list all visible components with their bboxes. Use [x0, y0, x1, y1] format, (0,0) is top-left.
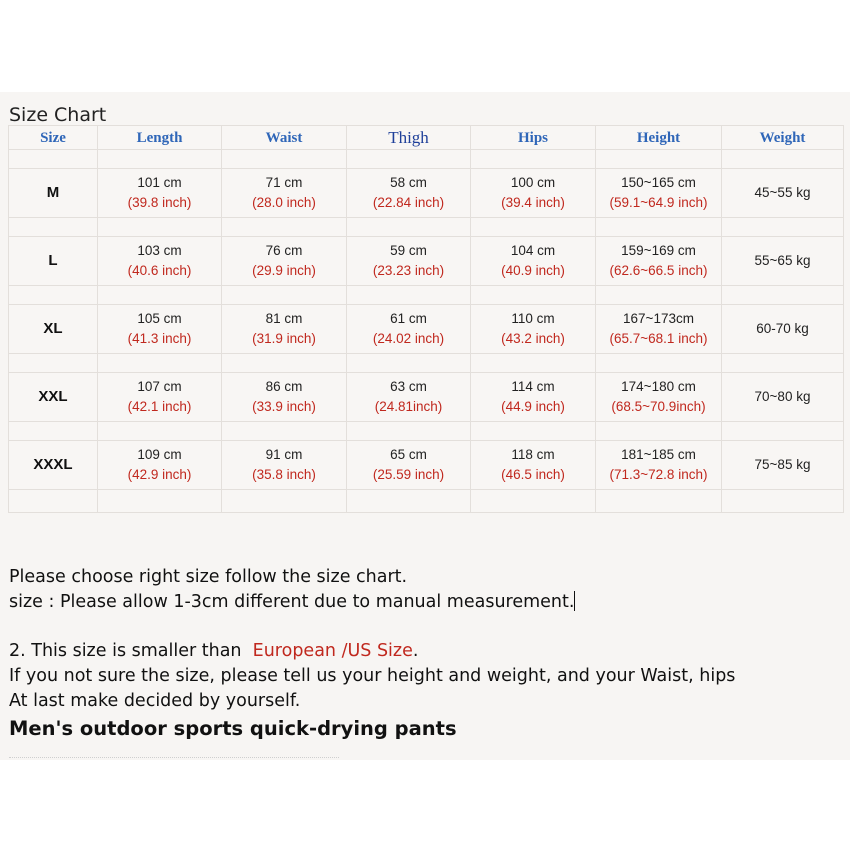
empty-cell	[596, 218, 722, 237]
header-cell	[98, 126, 222, 150]
spacer-row	[9, 422, 844, 441]
waist-cm: 71 cm	[265, 175, 303, 190]
waist-cm: 86 cm	[265, 379, 303, 394]
height-cm: 167~173cm	[623, 311, 694, 326]
empty-cell	[98, 150, 222, 169]
hips-cell	[471, 305, 596, 354]
empty-cell	[222, 286, 347, 305]
waist-cell	[222, 237, 347, 286]
weight-cell	[722, 237, 844, 286]
header-cell	[596, 126, 722, 150]
weight-cell	[722, 169, 844, 218]
size-row	[9, 169, 844, 218]
height-inch: (62.6~66.5 inch)	[609, 263, 708, 278]
size-chart-title: Size Chart	[9, 104, 107, 126]
header-cell	[722, 126, 844, 150]
empty-cell	[722, 422, 844, 441]
height-cell	[596, 305, 722, 354]
empty-cell	[98, 422, 222, 441]
empty-cell	[9, 422, 98, 441]
size-cell	[9, 373, 98, 422]
hips-cell	[471, 373, 596, 422]
height-cm: 174~180 cm	[621, 379, 696, 394]
hips-inch: (44.9 inch)	[501, 399, 565, 414]
waist-cm: 81 cm	[265, 311, 303, 326]
note-line-4: If you not sure the size, please tell us your height and weight, and your Waist, hips	[9, 666, 736, 686]
empty-cell	[222, 490, 347, 513]
waist-cell	[222, 169, 347, 218]
empty-cell	[98, 286, 222, 305]
empty-cell	[222, 218, 347, 237]
height-cell	[596, 373, 722, 422]
height-cell	[596, 237, 722, 286]
faded-divider	[9, 757, 339, 762]
thigh-cell	[347, 441, 471, 490]
hips-cm: 100 cm	[510, 175, 556, 190]
empty-cell	[347, 422, 471, 441]
hips-cm: 114 cm	[511, 379, 555, 394]
column-header: Length	[136, 129, 183, 146]
hips-inch: (43.2 inch)	[501, 331, 565, 346]
empty-cell	[596, 354, 722, 373]
size-label: M	[46, 184, 60, 201]
length-cell	[98, 441, 222, 490]
thigh-inch: (22.84 inch)	[372, 195, 445, 210]
note-line-3-suffix: .	[412, 641, 419, 661]
hips-cell	[471, 441, 596, 490]
height-cm: 159~169 cm	[621, 243, 696, 258]
empty-cell	[596, 150, 722, 169]
empty-cell	[596, 490, 722, 513]
length-cm: 101 cm	[137, 175, 182, 190]
waist-inch: (29.9 inch)	[252, 263, 316, 278]
note-line-3	[9, 639, 839, 664]
empty-cell	[596, 422, 722, 441]
empty-cell	[347, 490, 471, 513]
empty-cell	[722, 286, 844, 305]
empty-cell	[222, 354, 347, 373]
empty-cell	[596, 286, 722, 305]
thigh-cell	[347, 237, 471, 286]
weight-cell	[722, 373, 844, 422]
empty-cell	[9, 286, 98, 305]
spacer-row	[9, 490, 844, 513]
waist-cm: 91 cm	[265, 447, 303, 462]
size-label: XXXL	[33, 456, 73, 473]
waist-inch: (33.9 inch)	[252, 399, 316, 414]
hips-cell	[471, 237, 596, 286]
waist-inch: (28.0 inch)	[252, 195, 316, 210]
european-us-size-highlight: European /US Size	[252, 641, 413, 661]
empty-cell	[471, 490, 596, 513]
weight-value: 45~55 kg	[754, 185, 811, 200]
note-line-5: At last make decided by yourself.	[9, 691, 301, 711]
thigh-inch: (24.81inch)	[374, 399, 443, 414]
length-inch: (42.9 inch)	[127, 467, 192, 482]
hips-inch: (40.9 inch)	[501, 263, 565, 278]
weight-cell	[722, 441, 844, 490]
spacer-row	[9, 286, 844, 305]
empty-cell	[9, 354, 98, 373]
weight-value: 75~85 kg	[754, 457, 811, 472]
header-cell	[9, 126, 98, 150]
size-label: XXL	[38, 388, 68, 405]
column-header: Hips	[517, 129, 548, 146]
height-cell	[596, 441, 722, 490]
height-inch: (68.5~70.9inch)	[611, 399, 706, 414]
height-cell	[596, 169, 722, 218]
spacer-row	[9, 218, 844, 237]
size-row	[9, 237, 844, 286]
empty-cell	[722, 218, 844, 237]
thigh-inch: (23.23 inch)	[372, 263, 445, 278]
weight-cell	[722, 305, 844, 354]
weight-value: 60-70 kg	[756, 321, 809, 336]
empty-cell	[9, 150, 98, 169]
empty-cell	[722, 354, 844, 373]
empty-cell	[347, 150, 471, 169]
empty-cell	[9, 490, 98, 513]
column-header: Height	[636, 129, 681, 146]
hips-cm: 110 cm	[511, 311, 555, 326]
weight-value: 55~65 kg	[754, 253, 811, 268]
thigh-cell	[347, 373, 471, 422]
empty-cell	[9, 218, 98, 237]
length-cell	[98, 373, 222, 422]
empty-cell	[347, 354, 471, 373]
thigh-cm: 65 cm	[390, 447, 427, 462]
length-cm: 103 cm	[137, 243, 182, 258]
empty-cell	[722, 150, 844, 169]
empty-cell	[347, 218, 471, 237]
header-cell	[222, 126, 347, 150]
empty-cell	[222, 422, 347, 441]
header-cell	[471, 126, 596, 150]
size-row	[9, 305, 844, 354]
size-label: XL	[43, 320, 63, 337]
column-header: Thigh	[388, 127, 429, 147]
waist-inch: (31.9 inch)	[252, 331, 316, 346]
hips-cm: 118 cm	[511, 447, 555, 462]
length-cell	[98, 169, 222, 218]
header-cell	[347, 126, 471, 150]
height-inch: (59.1~64.9 inch)	[609, 195, 708, 210]
empty-cell	[98, 354, 222, 373]
notes-gap	[9, 615, 839, 639]
thigh-cell	[347, 305, 471, 354]
length-inch: (41.3 inch)	[127, 331, 192, 346]
size-row	[9, 441, 844, 490]
length-cell	[98, 237, 222, 286]
size-cell	[9, 169, 98, 218]
length-inch: (39.8 inch)	[127, 195, 192, 210]
empty-cell	[471, 354, 596, 373]
thigh-cm: 59 cm	[390, 243, 427, 258]
size-chart-table	[8, 125, 844, 513]
product-title: Men's outdoor sports quick-drying pants	[9, 717, 457, 740]
empty-cell	[222, 150, 347, 169]
empty-cell	[471, 422, 596, 441]
thigh-cell	[347, 169, 471, 218]
waist-cm: 76 cm	[265, 243, 303, 258]
text-cursor	[574, 591, 575, 611]
empty-cell	[471, 218, 596, 237]
waist-inch: (35.8 inch)	[252, 467, 316, 482]
length-cm: 109 cm	[137, 447, 182, 462]
column-header: Weight	[759, 129, 806, 146]
empty-cell	[471, 286, 596, 305]
empty-cell	[347, 286, 471, 305]
note-line-2-text: size : Please allow 1-3cm different due to manual measurement.	[9, 592, 575, 612]
size-label: L	[48, 252, 58, 269]
length-inch: (40.6 inch)	[127, 263, 192, 278]
height-inch: (71.3~72.8 inch)	[609, 467, 708, 482]
column-header: Size	[40, 129, 66, 146]
spacer-row	[9, 150, 844, 169]
hips-cm: 104 cm	[510, 243, 556, 258]
note-line-1: Please choose right size follow the size chart.	[9, 567, 408, 587]
note-line-2	[9, 590, 839, 615]
weight-value: 70~80 kg	[754, 389, 811, 404]
size-cell	[9, 305, 98, 354]
length-cm: 107 cm	[137, 379, 182, 394]
size-cell	[9, 441, 98, 490]
header-row	[9, 126, 844, 150]
hips-cell	[471, 169, 596, 218]
notes-block	[9, 565, 839, 741]
thigh-cm: 63 cm	[390, 379, 427, 394]
waist-cell	[222, 441, 347, 490]
empty-cell	[98, 490, 222, 513]
spacer-row	[9, 354, 844, 373]
column-header: Waist	[265, 129, 303, 146]
waist-cell	[222, 373, 347, 422]
height-inch: (65.7~68.1 inch)	[609, 331, 708, 346]
length-inch: (42.1 inch)	[127, 399, 192, 414]
empty-cell	[722, 490, 844, 513]
length-cm: 105 cm	[137, 311, 182, 326]
height-cm: 150~165 cm	[621, 175, 696, 190]
size-cell	[9, 237, 98, 286]
height-cm: 181~185 cm	[621, 447, 696, 462]
empty-cell	[471, 150, 596, 169]
waist-cell	[222, 305, 347, 354]
size-chart-document	[0, 92, 850, 760]
hips-inch: (46.5 inch)	[501, 467, 565, 482]
thigh-cm: 58 cm	[390, 175, 427, 190]
hips-inch: (39.4 inch)	[501, 195, 565, 210]
size-row	[9, 373, 844, 422]
length-cell	[98, 305, 222, 354]
thigh-inch: (25.59 inch)	[372, 467, 445, 482]
thigh-cm: 61 cm	[390, 311, 427, 326]
thigh-inch: (24.02 inch)	[372, 331, 445, 346]
note-line-3-prefix: 2. This size is smaller than	[9, 641, 253, 661]
empty-cell	[98, 218, 222, 237]
